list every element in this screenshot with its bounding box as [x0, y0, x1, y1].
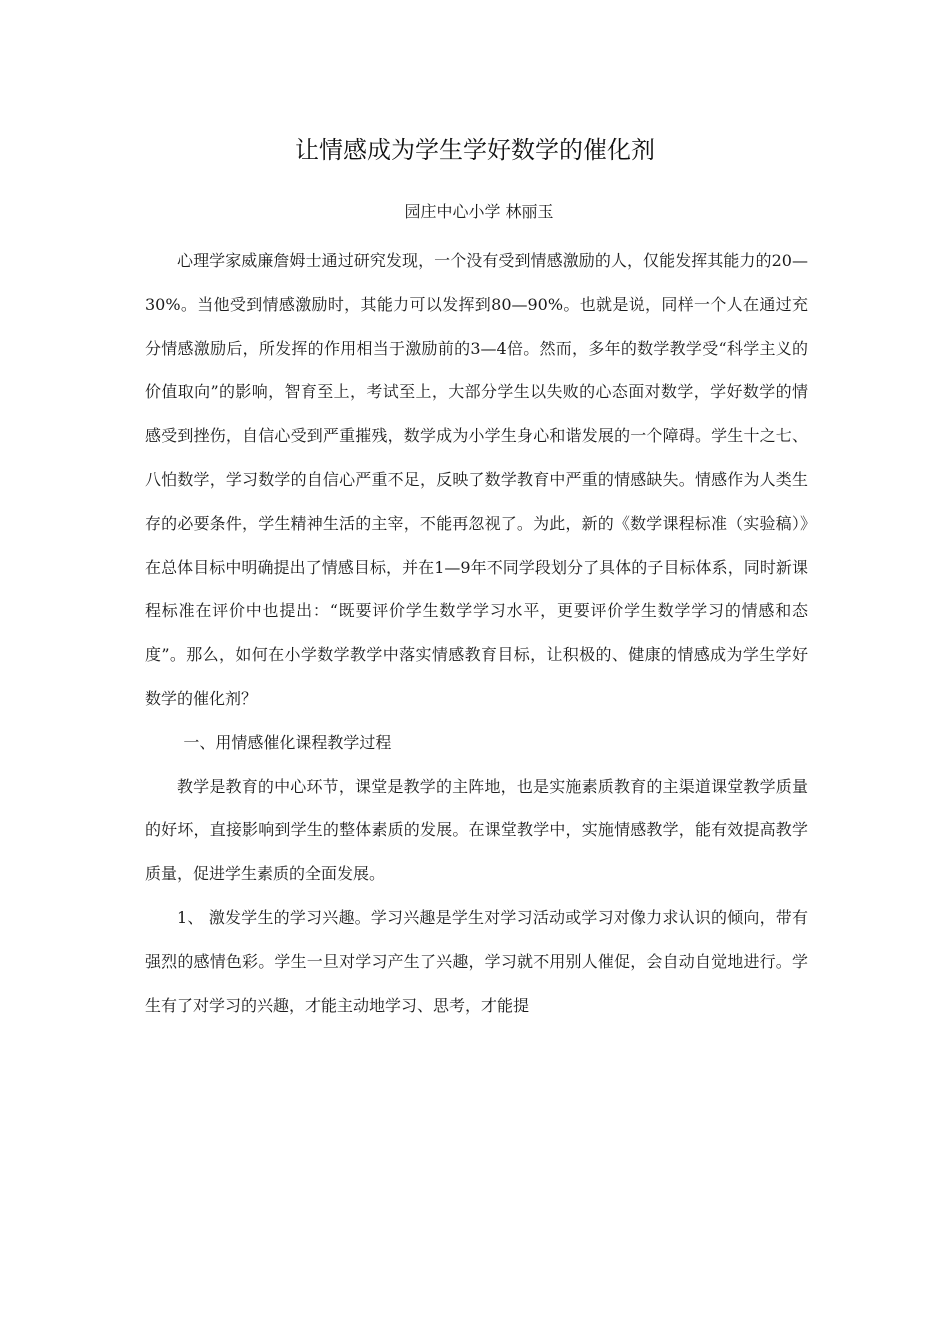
document-body — [145, 239, 808, 1027]
paragraph-point-1: 1、 激发学生的学习兴趣。学习兴趣是学生对学习活动或学习对像力求认识的倾向，带有强烈的感情色彩。学生一旦对学习产生了兴趣，学习就不用别人催促，会自动自觉地进行。学生有了对学习的兴趣，才能主动地学习、思考，才能提 — [145, 907, 808, 1015]
document-title: 让情感成为学生学好数学的催化剂 — [295, 136, 655, 164]
paragraph-intro: 心理学家威廉詹姆士通过研究发现，一个没有受到情感激励的人，仅能发挥其能力的20—30%。当他受到情感激励时，其能力可以发挥到80—90%。也就是说，同样一个人在通过充分情感激励后，所发挥的作用相当于激励前的3—4倍。然而，多年的数学教学受“科学主义的价值取向”的影响，智育至上，考试至上，大部分学生以失败的心态面对数学，学好数学的情感受到挫伤，自信心受到严重摧残，数学成为小学生身心和谐发展的一个障碍。学生十之七、八怕数学，学习数学的自信心严重不足，反映了数学教育中严重的情感缺失。情感作为人类生存的必要条件，学生精神生活的主宰，不能再忽视了。为此，新的《数学课程标准（实验稿）》在总体目标中明确提出了情感目标，并在1—9年不同学段划分了具体的子目标体系，同时新课程标准在评价中也提出：“既要评价学生数学学习水平，更要评价学生数学学习的情感和态度”。那么，如何在小学数学教学中落实情感教育目标，让积极的、健康的情感成为学生学好数学的催化剂？ — [145, 251, 808, 708]
paragraph-section-intro: 教学是教育的中心环节，课堂是教学的主阵地，也是实施素质教育的主渠道课堂教学质量的好坏，直接影响到学生的整体素质的发展。在课堂教学中，实施情感教学，能有效提高教学质量，促进学生素质的全面发展。 — [145, 776, 808, 884]
author-byline: 园庄中心小学 林丽玉 — [404, 202, 554, 221]
section-heading: 一、用情感催化课程教学过程 — [183, 732, 392, 752]
